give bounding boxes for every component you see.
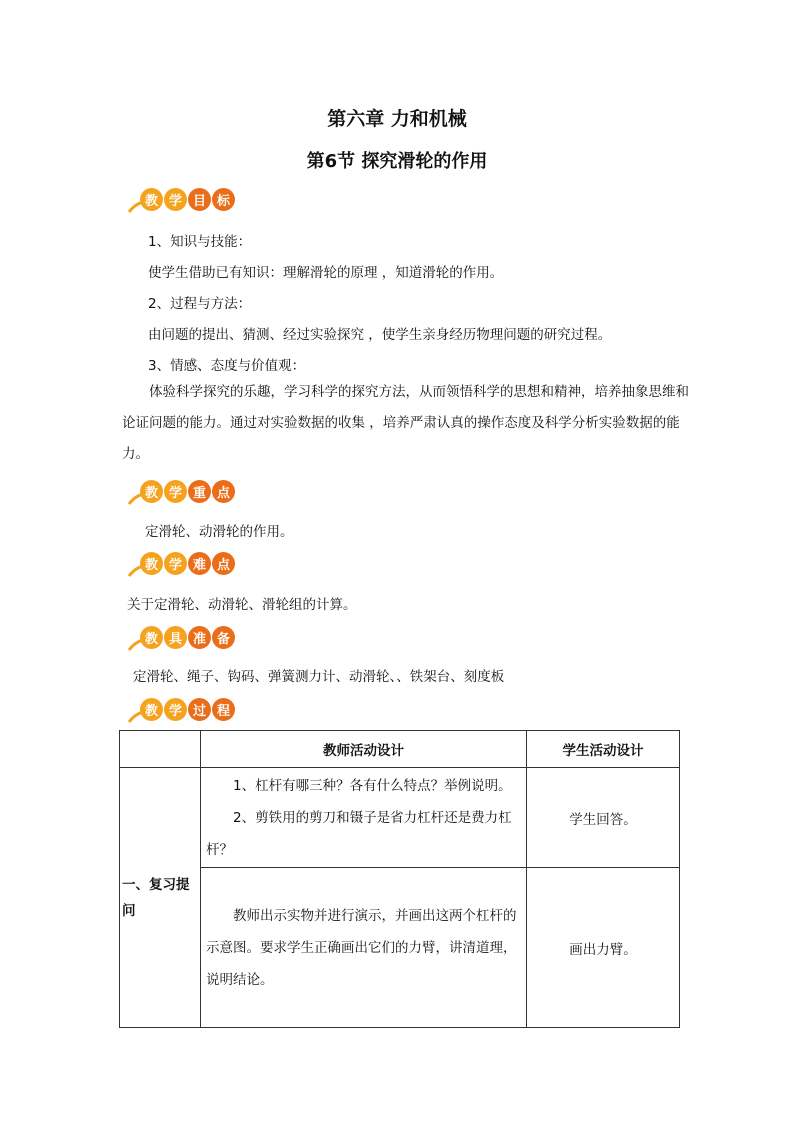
difficulties-text: 关于定滑轮、动滑轮、滑轮组的计算。 bbox=[127, 597, 357, 613]
goal-text-attitude: 体验科学探究的乐趣，学习科学的探究方法，从而领悟科学的思想和精神，培养抽象思维和论证问题的能力。通过对实验数据的收集 ，培养严肃认真的操作态度及科学分析实验数据的能力。 bbox=[122, 384, 689, 462]
badge-char: 备 bbox=[212, 626, 235, 649]
goal-heading-attitude: 3、情感、态度与价值观： bbox=[148, 358, 306, 374]
badge-char: 难 bbox=[188, 552, 211, 575]
badge-char: 重 bbox=[188, 480, 211, 503]
badge-char: 准 bbox=[188, 626, 211, 649]
key-points-text: 定滑轮、动滑轮的作用。 bbox=[145, 524, 294, 540]
badge-char: 过 bbox=[188, 698, 211, 721]
badge-char: 教 bbox=[140, 552, 163, 575]
teacher-question-1: 1、杠杆有哪三种？各有什么特点？举例说明。 bbox=[233, 778, 512, 794]
header-stage bbox=[120, 731, 201, 768]
goal-heading-process: 2、过程与方法： bbox=[148, 296, 252, 312]
materials-text: 定滑轮、绳子、钩码、弹簧测力计、动滑轮、、铁架台、刻度板 bbox=[133, 669, 505, 685]
teaching-process-table bbox=[119, 730, 680, 1028]
teacher-cell bbox=[201, 868, 527, 1028]
badge-char: 学 bbox=[164, 552, 187, 575]
chapter-title: 第六章 力和机械 bbox=[327, 108, 467, 130]
table-row bbox=[120, 768, 680, 868]
badge-char: 点 bbox=[212, 552, 235, 575]
badge-char: 标 bbox=[212, 188, 235, 211]
badge-char: 学 bbox=[164, 698, 187, 721]
student-cell: 画出力臂。 bbox=[527, 868, 680, 1028]
table-row bbox=[120, 868, 680, 1028]
stage-cell: 一、复习提问 bbox=[120, 768, 201, 1028]
badge-char: 程 bbox=[212, 698, 235, 721]
goal-text-knowledge: 使学生借助已有知识：理解滑轮的原理 ，知道滑轮的作用。 bbox=[148, 265, 504, 281]
header-student-activity: 学生活动设计 bbox=[527, 731, 680, 768]
badge-char: 学 bbox=[164, 188, 187, 211]
header-teacher-activity: 教师活动设计 bbox=[201, 731, 527, 768]
badge-char: 具 bbox=[164, 626, 187, 649]
table-header-row bbox=[120, 731, 680, 768]
badge-char: 教 bbox=[140, 698, 163, 721]
badge-char: 学 bbox=[164, 480, 187, 503]
teacher-cell bbox=[201, 768, 527, 868]
badge-char: 教 bbox=[140, 626, 163, 649]
badge-char: 目 bbox=[188, 188, 211, 211]
section-title: 第6节 探究滑轮的作用 bbox=[306, 151, 488, 172]
teacher-demo-text: 教师出示实物并进行演示，并画出这两个杠杆的示意图。要求学生正确画出它们的力臂，讲清道理，说明结论。 bbox=[206, 907, 517, 988]
badge-char: 教 bbox=[140, 480, 163, 503]
badge-char: 教 bbox=[140, 188, 163, 211]
goal-heading-knowledge: 1、知识与技能： bbox=[148, 234, 252, 250]
student-cell: 学生回答。 bbox=[527, 768, 680, 868]
teacher-question-2: 2、剪铁用的剪刀和镊子是省力杠杆还是费力杠杆？ bbox=[206, 810, 512, 858]
goal-text-process: 由问题的提出、猜测、经过实验探究 ，使学生亲身经历物理问题的研究过程。 bbox=[148, 327, 612, 343]
badge-char: 点 bbox=[212, 480, 235, 503]
